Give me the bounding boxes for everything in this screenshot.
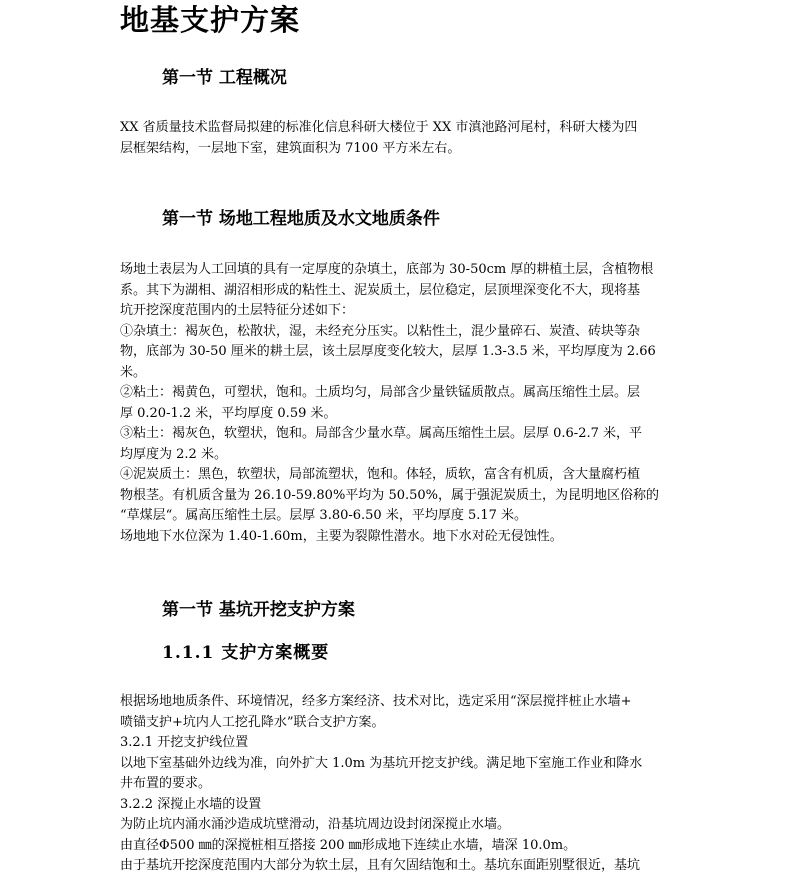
text-line: ③粘土：褐灰色，软塑状，饱和。局部含少量水草。属高压缩性土层。层厚 0.6-2.7 米，平 [120, 426, 643, 441]
text-line: 场地土表层为人工回填的具有一定厚度的杂填土，底部为 30-50cm 厚的耕植土层，含植物根 [120, 262, 654, 277]
text-line: 厚 0.20-1.2 米，平均厚度 0.59 米。 [120, 405, 337, 421]
text-line: ④泥炭质土：黑色，软塑状，局部流塑状，饱和。体轻，质软，富含有机质，含大量腐朽植 [120, 467, 641, 482]
text-line: 以地下室基础外边线为准，向外扩大 1.0m 为基坑开挖支护线。满足地下室施工作业和降水 [120, 755, 643, 771]
document-title: 地基支护方案 [120, 3, 301, 37]
subsection-heading-support-overview: 1.1.1 支护方案概要 [162, 643, 330, 663]
text-line: 3.2.2 深搅止水墙的设置 [120, 796, 262, 812]
text-line: 米。 [120, 364, 147, 380]
text-line: ②粘土：褐黄色，可塑状，饱和。土质均匀，局部含少量铁锰质散点。属高压缩性土层。层 [120, 385, 641, 400]
section-heading-excavation-support: 第一节 基坑开挖支护方案 [162, 600, 355, 620]
text-line: 层框架结构，一层地下室，建筑面积为 7100 平方米左右。 [120, 140, 461, 156]
text-line: 由直径Φ500 ㎜的深搅桩相互搭接 200 ㎜形成地下连续止水墙，墙深 10.0m。 [120, 837, 577, 853]
text-line: 喷锚支护+坑内人工挖孔降水”联合支护方案。 [120, 714, 385, 730]
text-line: “草煤层“。属高压缩性土层。层厚 3.80-6.50 米，平均厚度 5.17 米。 [120, 508, 528, 523]
text-line: 坑开挖深度范围内的土层特征分述如下： [120, 303, 355, 318]
text-line: 3.2.1 开挖支护线位置 [120, 735, 249, 750]
text-line: 场地地下水位深为 1.40-1.60m，主要为裂隙性潜水。地下水对砼无侵蚀性。 [120, 528, 563, 544]
text-line: 由于基坑开挖深度范围内大部分为软土层，且有欠固结饱和土。基坑东面距别墅很近，基坑 [120, 858, 641, 873]
text-line: ①杂填土：褐灰色，松散状，湿，未经充分压实。以粘性土，混少量碎石、炭渣、砖块等杂 [120, 323, 641, 339]
text-line: 根据场地地质条件、环境情况，经多方案经济、技术对比，选定采用“深层搅拌桩止水墙+ [120, 694, 632, 709]
text-line: 井布置的要求。 [120, 776, 212, 791]
section-heading-geology: 第一节 场地工程地质及水文地质条件 [162, 209, 440, 229]
paragraph-project-overview [120, 118, 676, 159]
text-line: 均厚度为 2.2 米。 [120, 446, 227, 462]
text-line: 为防止坑内涌水涌沙造成坑壁滑动，沿基坑周边设封闭深搅止水墙。 [120, 817, 511, 832]
text-line: 物，底部为 30-50 厘米的耕土层，该土层厚度变化较大，层厚 1.3-3.5 米，平均厚度为 2.66 [120, 344, 656, 359]
text-line: XX 省质量技术监督局拟建的标准化信息科研大楼位于 XX 市滇池路河尾村，科研大楼为四 [120, 120, 638, 135]
paragraph-geology [120, 260, 676, 547]
paragraph-support-plan [120, 692, 676, 877]
section-heading-project-overview: 第一节 工程概况 [162, 68, 287, 88]
text-line: 系。其下为湖相、湖沼相形成的粘性土、泥炭质土，层位稳定，层顶埋深变化不大，现将基 [120, 282, 641, 298]
text-line: 物根茎。有机质含量为 26.10-59.80%平均为 50.50%，属于强泥炭质土，为昆明地区俗称的 [120, 487, 660, 503]
